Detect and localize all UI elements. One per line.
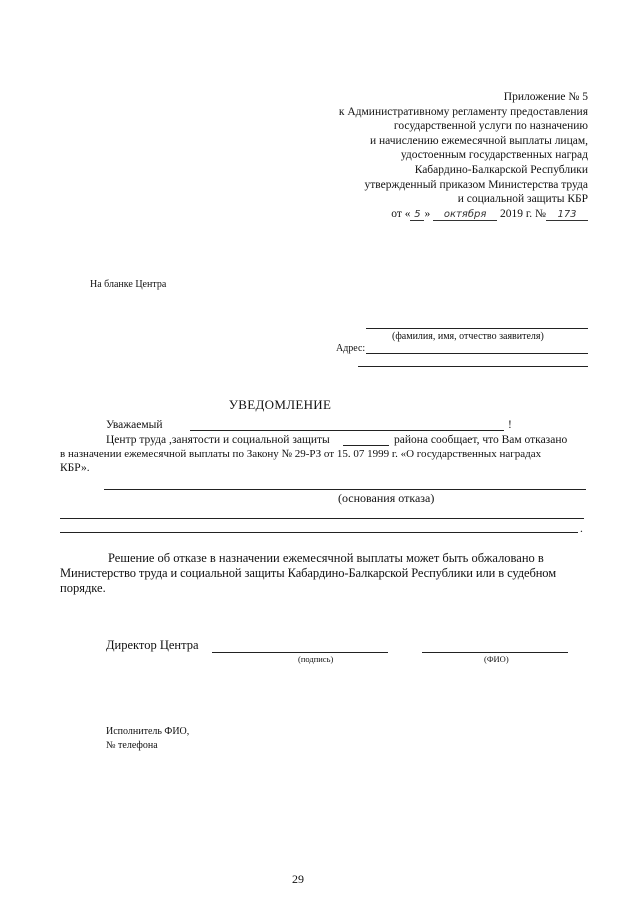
signature-caption: (подпись) <box>298 654 334 664</box>
recipient-name-caption: (фамилия, имя, отчество заявителя) <box>392 331 544 342</box>
order-day: 5 <box>410 210 424 221</box>
signature-label: Директор Центра <box>106 638 199 652</box>
page-number: 29 <box>292 872 304 886</box>
order-date-prefix: от « <box>391 207 411 220</box>
appendix-line: государственной услуги по назначению <box>393 120 588 133</box>
order-month: октября <box>433 210 497 221</box>
document-title: УВЕДОМЛЕНИЕ <box>228 397 332 412</box>
order-date-sep: » <box>424 207 431 220</box>
greeting-label: Уважаемый <box>106 419 163 431</box>
body-line1-part1: Центр труда ,занятости и социальной защиты <box>106 434 330 446</box>
body-line2: в назначении ежемесячной выплаты по Закону № 29-РЗ от 15. 07 1999 г. «О государственных наградах <box>60 448 542 460</box>
recipient-name-line <box>366 328 588 329</box>
appendix-line: и социальной защиты КБР <box>457 193 588 206</box>
district-blank <box>343 445 389 446</box>
address-line-2 <box>358 366 588 367</box>
order-year: 2019 г. № <box>499 207 546 220</box>
order-number: 173 <box>546 210 588 221</box>
appendix-line: удостоенным государственных наград <box>400 149 588 162</box>
appendix-line: Приложение № 5 <box>503 91 588 103</box>
letterhead-note: На бланке Центра <box>90 279 167 290</box>
body-line3: КБР». <box>60 462 90 474</box>
reason-line-1 <box>104 489 586 490</box>
greeting-name-line <box>190 430 504 431</box>
appeal-line1: Решение об отказе в назначении ежемесячной выплаты может быть обжаловано в <box>108 551 544 565</box>
order-date-line <box>258 207 588 222</box>
reason-line-3 <box>60 532 578 533</box>
reason-line-2 <box>60 518 584 519</box>
body-line1-part2: района сообщает, что Вам отказано <box>394 434 568 446</box>
signature-name-caption: (ФИО) <box>484 654 509 664</box>
reason-end-dot: . <box>580 523 583 535</box>
appendix-header <box>258 90 588 221</box>
signature-line <box>212 652 388 653</box>
signature-name-line <box>422 652 568 653</box>
address-label: Адрес: <box>336 343 366 354</box>
appendix-line: Кабардино-Балкарской Республики <box>414 163 588 176</box>
greeting-exclamation: ! <box>508 419 512 431</box>
appeal-line3: порядке. <box>60 581 106 595</box>
executor-line1: Исполнитель ФИО, <box>106 726 190 737</box>
executor-line2: № телефона <box>106 740 158 751</box>
address-line-1 <box>366 353 588 354</box>
appendix-line: к Административному регламенту предоставления <box>338 105 588 118</box>
appendix-line: утвержденный приказом Министерства труда <box>364 178 588 191</box>
appendix-line: и начислению ежемесячной выплаты лицам, <box>369 134 588 147</box>
reason-caption: (основания отказа) <box>338 491 435 505</box>
appeal-line2: Министерство труда и социальной защиты Кабардино-Балкарской Республики или в судебном <box>60 566 557 580</box>
